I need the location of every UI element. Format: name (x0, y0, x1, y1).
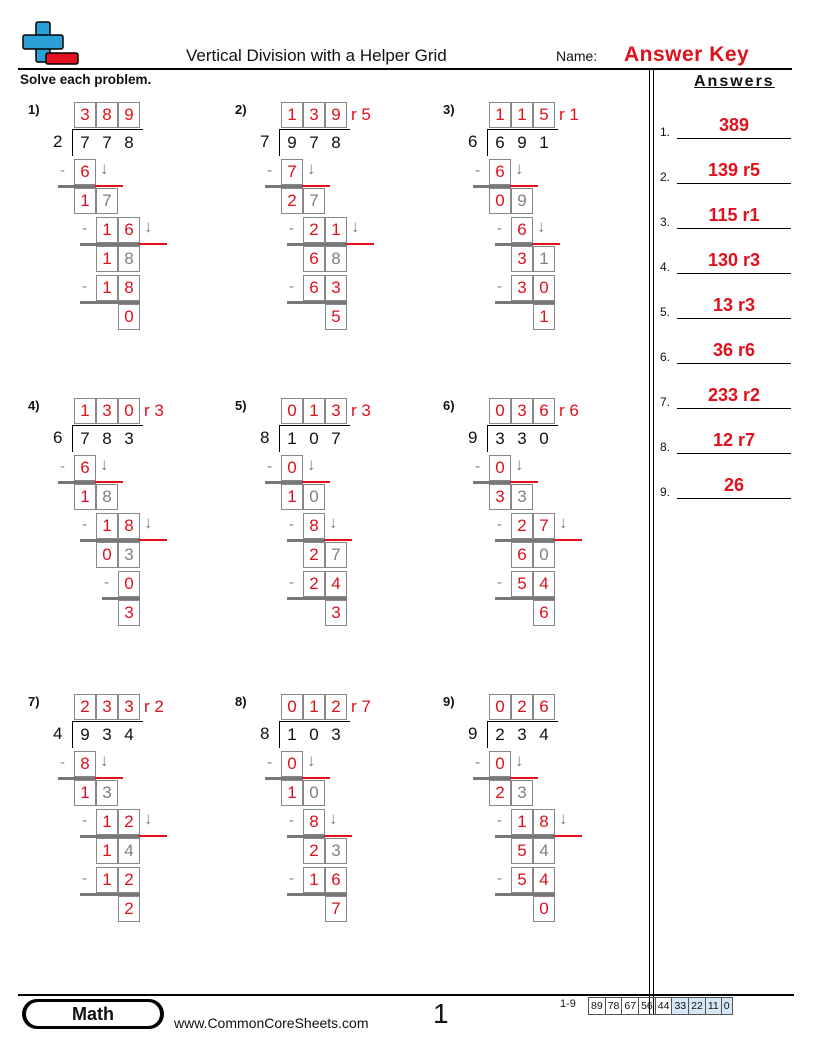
arrow-down-icon: ↓ (559, 809, 568, 828)
answer-line (677, 273, 791, 274)
dividend-digit: 3 (517, 429, 527, 448)
dividend-digit: 0 (309, 725, 319, 744)
difference-digit: 6 (533, 600, 555, 626)
bring-down-line (139, 835, 167, 837)
minus-sign: - (475, 754, 480, 771)
difference-digit: 8 (325, 246, 347, 272)
answer-number: 1. (660, 125, 671, 139)
answer-line (677, 183, 791, 184)
bring-down-line (95, 777, 123, 779)
difference-digit: 3 (96, 780, 118, 806)
score-range: 1-9 (560, 998, 576, 1010)
subtract-digit: 6 (74, 159, 96, 185)
score-table (588, 997, 733, 1015)
dividend-digit: 1 (539, 133, 549, 152)
difference-digit: 5 (325, 304, 347, 330)
subtract-digit: 6 (303, 275, 325, 301)
subtract-digit: 8 (303, 809, 325, 835)
subtract-digit: 6 (118, 217, 140, 243)
arrow-down-icon: ↓ (559, 513, 568, 532)
difference-digit: 7 (325, 542, 347, 568)
quotient-digit: 1 (74, 398, 96, 424)
difference-digit: 1 (96, 246, 118, 272)
minus-sign: - (475, 162, 480, 179)
quotient-digit: 2 (74, 694, 96, 720)
minus-sign: - (497, 278, 502, 295)
difference-digit: 0 (489, 188, 511, 214)
difference-digit: 3 (325, 600, 347, 626)
arrow-down-icon: ↓ (515, 751, 524, 770)
divisor: 8 (260, 724, 270, 743)
answer-number: 8. (660, 440, 671, 454)
worksheet-title: Vertical Division with a Helper Grid (186, 46, 447, 65)
subtract-digit: 0 (281, 751, 303, 777)
quotient-digit: 1 (303, 398, 325, 424)
quotient-digit: 1 (511, 102, 533, 128)
answer-number: 7. (660, 395, 671, 409)
quotient-digit: 9 (118, 102, 140, 128)
difference-digit: 0 (533, 542, 555, 568)
answer-line (677, 138, 791, 139)
difference-digit: 5 (511, 838, 533, 864)
quotient-digit: 0 (118, 398, 140, 424)
difference-digit: 3 (489, 484, 511, 510)
arrow-down-icon: ↓ (329, 809, 338, 828)
arrow-down-icon: ↓ (537, 217, 546, 236)
subtract-digit: 1 (303, 867, 325, 893)
minus-sign: - (60, 754, 65, 771)
answer-value: 26 (723, 475, 745, 495)
answer-line (677, 228, 791, 229)
difference-digit: 1 (533, 246, 555, 272)
difference-digit: 1 (96, 838, 118, 864)
bring-down-line (554, 539, 582, 541)
answer-value: 13 r3 (712, 295, 756, 315)
problem-number: 4) (28, 398, 40, 413)
answer-number: 6. (660, 350, 671, 364)
minus-sign: - (104, 574, 109, 591)
remainder: r 3 (144, 401, 164, 420)
subtract-digit: 8 (118, 513, 140, 539)
difference-digit: 1 (281, 780, 303, 806)
difference-digit: 3 (118, 542, 140, 568)
subtract-digit: 1 (96, 217, 118, 243)
divisor: 4 (53, 724, 63, 743)
divisor: 8 (260, 428, 270, 447)
bring-down-line (510, 777, 538, 779)
quotient-digit: 3 (74, 102, 96, 128)
quotient-digit: 9 (325, 102, 347, 128)
score-cell: 56 (639, 998, 656, 1015)
difference-digit: 1 (533, 304, 555, 330)
subtract-digit: 7 (281, 159, 303, 185)
minus-sign: - (60, 458, 65, 475)
answer-number: 3. (660, 215, 671, 229)
answer-number: 5. (660, 305, 671, 319)
subtract-digit: 1 (96, 867, 118, 893)
quotient-digit: 8 (96, 102, 118, 128)
bring-down-line (95, 185, 123, 187)
quotient-digit: 2 (325, 694, 347, 720)
bring-down-line (510, 185, 538, 187)
site-url[interactable]: www.CommonCoreSheets.com (174, 1015, 369, 1031)
difference-digit: 0 (303, 484, 325, 510)
bring-down-line (302, 185, 330, 187)
subject-badge (22, 999, 164, 1029)
divisor: 9 (468, 724, 478, 743)
answer-line (677, 408, 791, 409)
arrow-down-icon: ↓ (515, 159, 524, 178)
bring-down-line (510, 481, 538, 483)
difference-digit: 6 (511, 542, 533, 568)
score-cell: 22 (689, 998, 706, 1015)
minus-sign: - (289, 574, 294, 591)
difference-digit: 9 (511, 188, 533, 214)
quotient-digit: 3 (325, 398, 347, 424)
minus-sign: - (497, 220, 502, 237)
subtract-digit: 8 (74, 751, 96, 777)
subtract-digit: 8 (303, 513, 325, 539)
bring-down-line (554, 835, 582, 837)
minus-sign: - (267, 754, 272, 771)
difference-digit: 4 (118, 838, 140, 864)
quotient-digit: 3 (96, 694, 118, 720)
dividend-digit: 7 (80, 429, 90, 448)
answers-divider (649, 69, 650, 1014)
dividend-digit: 9 (517, 133, 527, 152)
divisor: 9 (468, 428, 478, 447)
subtract-digit: 5 (511, 867, 533, 893)
bring-down-line (139, 539, 167, 541)
minus-sign: - (497, 516, 502, 533)
divisor: 7 (260, 132, 270, 151)
difference-digit: 0 (118, 304, 140, 330)
problem-number: 9) (443, 694, 455, 709)
quotient-digit: 3 (118, 694, 140, 720)
arrow-down-icon: ↓ (307, 751, 316, 770)
minus-sign: - (82, 812, 87, 829)
name-label: Name: (556, 48, 598, 64)
quotient-digit: 3 (96, 398, 118, 424)
difference-digit: 4 (533, 838, 555, 864)
subtract-digit: 2 (303, 217, 325, 243)
footer-rule (18, 994, 794, 996)
quotient-digit: 1 (489, 102, 511, 128)
minus-sign: - (289, 278, 294, 295)
dividend-digit: 6 (495, 133, 505, 152)
bring-down-line (139, 243, 167, 245)
dividend-digit: 8 (124, 133, 134, 152)
answers-heading: Answers (694, 73, 775, 90)
subtract-digit: 1 (96, 275, 118, 301)
remainder: r 3 (351, 401, 371, 420)
subtract-digit: 0 (281, 455, 303, 481)
difference-digit: 3 (118, 600, 140, 626)
score-cell: 78 (605, 998, 622, 1015)
subtract-digit: 4 (533, 571, 555, 597)
difference-digit: 3 (511, 484, 533, 510)
subtract-digit: 2 (118, 809, 140, 835)
quotient-digit: 5 (533, 102, 555, 128)
dividend-digit: 7 (309, 133, 319, 152)
subtract-digit: 0 (489, 751, 511, 777)
subtract-digit: 2 (118, 867, 140, 893)
minus-sign: - (497, 870, 502, 887)
subtract-digit: 6 (325, 867, 347, 893)
minus-sign: - (289, 870, 294, 887)
dividend-digit: 7 (80, 133, 90, 152)
minus-sign: - (475, 458, 480, 475)
dividend-digit: 0 (539, 429, 549, 448)
score-cell: 33 (672, 998, 689, 1015)
subtract-digit: 1 (511, 809, 533, 835)
difference-digit: 7 (325, 896, 347, 922)
quotient-digit: 0 (489, 398, 511, 424)
arrow-down-icon: ↓ (100, 751, 109, 770)
dividend-digit: 1 (287, 429, 297, 448)
dividend-digit: 7 (102, 133, 112, 152)
remainder: r 2 (144, 697, 164, 716)
minus-sign: - (82, 278, 87, 295)
answer-value: 130 r3 (707, 250, 761, 270)
quotient-digit: 2 (511, 694, 533, 720)
difference-digit: 2 (489, 780, 511, 806)
dividend-digit: 3 (124, 429, 134, 448)
subtract-digit: 3 (511, 275, 533, 301)
difference-digit: 2 (303, 838, 325, 864)
subtract-digit: 6 (74, 455, 96, 481)
difference-digit: 7 (303, 188, 325, 214)
subtract-digit: 0 (489, 455, 511, 481)
difference-digit: 6 (303, 246, 325, 272)
arrow-down-icon: ↓ (144, 809, 153, 828)
difference-digit: 3 (511, 246, 533, 272)
arrow-down-icon: ↓ (329, 513, 338, 532)
difference-digit: 1 (74, 188, 96, 214)
subtract-digit: 4 (533, 867, 555, 893)
bring-down-line (346, 243, 374, 245)
arrow-down-icon: ↓ (144, 217, 153, 236)
answer-line (677, 318, 791, 319)
subtract-digit: 3 (325, 275, 347, 301)
score-cell: 44 (655, 998, 672, 1015)
problem-number: 8) (235, 694, 247, 709)
score-cell: 89 (589, 998, 606, 1015)
subtract-digit: 0 (533, 275, 555, 301)
arrow-down-icon: ↓ (100, 455, 109, 474)
minus-sign: - (497, 574, 502, 591)
difference-digit: 7 (96, 188, 118, 214)
difference-digit: 3 (511, 780, 533, 806)
problem-number: 5) (235, 398, 247, 413)
answer-key-label: Answer Key (624, 43, 750, 66)
divisor: 2 (53, 132, 63, 151)
minus-sign: - (289, 220, 294, 237)
quotient-digit: 3 (511, 398, 533, 424)
answer-value: 139 r5 (707, 160, 761, 180)
difference-digit: 1 (74, 780, 96, 806)
bring-down-line (532, 243, 560, 245)
quotient-digit: 0 (281, 694, 303, 720)
difference-digit: 8 (96, 484, 118, 510)
minus-sign: - (289, 516, 294, 533)
subtract-digit: 2 (511, 513, 533, 539)
bring-down-line (324, 539, 352, 541)
difference-digit: 8 (118, 246, 140, 272)
score-cell: 11 (705, 998, 721, 1015)
answer-value: 233 r2 (707, 385, 761, 405)
dividend-digit: 8 (102, 429, 112, 448)
subtract-digit: 8 (118, 275, 140, 301)
quotient-digit: 1 (303, 694, 325, 720)
problem-number: 3) (443, 102, 455, 117)
page-number: 1 (433, 998, 449, 1029)
subtract-digit: 4 (325, 571, 347, 597)
subtract-digit: 2 (303, 571, 325, 597)
dividend-digit: 3 (495, 429, 505, 448)
dividend-digit: 4 (124, 725, 134, 744)
plus-minus-icon (22, 20, 80, 68)
subtract-digit: 7 (533, 513, 555, 539)
dividend-digit: 3 (331, 725, 341, 744)
minus-sign: - (82, 516, 87, 533)
answer-value: 115 r1 (708, 205, 760, 225)
subject-label: Math (26, 1002, 160, 1026)
dividend-digit: 4 (539, 725, 549, 744)
dividend-digit: 7 (331, 429, 341, 448)
problem-number: 1) (28, 102, 40, 117)
difference-digit: 2 (303, 542, 325, 568)
arrow-down-icon: ↓ (307, 159, 316, 178)
subtract-digit: 1 (325, 217, 347, 243)
remainder: r 6 (559, 401, 579, 420)
answer-line (677, 498, 791, 499)
arrow-down-icon: ↓ (351, 217, 360, 236)
answer-line (677, 453, 791, 454)
answer-value: 389 (718, 115, 750, 135)
difference-digit: 2 (281, 188, 303, 214)
minus-sign: - (267, 458, 272, 475)
bring-down-line (302, 777, 330, 779)
header-rule (18, 68, 792, 70)
minus-sign: - (82, 220, 87, 237)
answer-number: 9. (660, 485, 671, 499)
answer-value: 36 r6 (712, 340, 756, 360)
subtract-digit: 1 (96, 809, 118, 835)
dividend-digit: 1 (287, 725, 297, 744)
bring-down-line (95, 481, 123, 483)
difference-digit: 1 (74, 484, 96, 510)
difference-digit: 2 (118, 896, 140, 922)
subtract-digit: 6 (489, 159, 511, 185)
remainder: r 5 (351, 105, 371, 124)
answer-value: 12 r7 (712, 430, 756, 450)
divisor: 6 (468, 132, 478, 151)
bring-down-line (302, 481, 330, 483)
minus-sign: - (82, 870, 87, 887)
divisor: 6 (53, 428, 63, 447)
quotient-digit: 1 (281, 102, 303, 128)
minus-sign: - (497, 812, 502, 829)
subtract-digit: 1 (96, 513, 118, 539)
score-cell: 0 (721, 998, 732, 1015)
difference-digit: 0 (96, 542, 118, 568)
minus-sign: - (289, 812, 294, 829)
difference-digit: 0 (533, 896, 555, 922)
problem-number: 6) (443, 398, 455, 413)
subtract-digit: 0 (118, 571, 140, 597)
minus-sign: - (267, 162, 272, 179)
dividend-digit: 0 (309, 429, 319, 448)
subtract-digit: 5 (511, 571, 533, 597)
quotient-digit: 0 (489, 694, 511, 720)
dividend-digit: 9 (287, 133, 297, 152)
problem-number: 2) (235, 102, 247, 117)
dividend-digit: 9 (80, 725, 90, 744)
answer-line (677, 363, 791, 364)
subtract-digit: 6 (511, 217, 533, 243)
difference-digit: 3 (325, 838, 347, 864)
score-cell: 67 (622, 998, 639, 1015)
dividend-digit: 2 (495, 725, 505, 744)
arrow-down-icon: ↓ (100, 159, 109, 178)
remainder: r 7 (351, 697, 371, 716)
difference-digit: 1 (281, 484, 303, 510)
problem-number: 7) (28, 694, 40, 709)
quotient-digit: 3 (303, 102, 325, 128)
dividend-digit: 3 (102, 725, 112, 744)
instructions: Solve each problem. (20, 72, 152, 87)
answer-number: 4. (660, 260, 671, 274)
bring-down-line (324, 835, 352, 837)
dividend-digit: 3 (517, 725, 527, 744)
minus-sign: - (60, 162, 65, 179)
arrow-down-icon: ↓ (144, 513, 153, 532)
quotient-digit: 6 (533, 694, 555, 720)
arrow-down-icon: ↓ (515, 455, 524, 474)
quotient-digit: 0 (281, 398, 303, 424)
answer-number: 2. (660, 170, 671, 184)
quotient-digit: 6 (533, 398, 555, 424)
dividend-digit: 8 (331, 133, 341, 152)
subtract-digit: 8 (533, 809, 555, 835)
arrow-down-icon: ↓ (307, 455, 316, 474)
difference-digit: 0 (303, 780, 325, 806)
remainder: r 1 (559, 105, 579, 124)
